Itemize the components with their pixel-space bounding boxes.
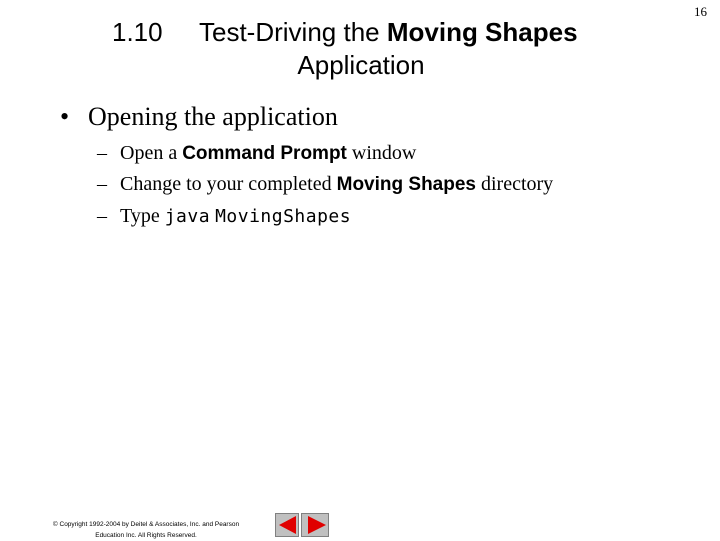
sub-text-before: Change to your completed: [120, 173, 337, 195]
slide-number: 16: [694, 4, 707, 19]
sub-text-before: Type: [120, 205, 165, 227]
bullet-marker: •: [60, 102, 70, 131]
code-java: java: [164, 206, 211, 227]
sub-text-after: window: [346, 142, 417, 164]
bullet-text: Opening the application: [88, 102, 338, 131]
sub-text-after: directory: [475, 173, 554, 195]
title-prefix: Test-Driving the: [199, 17, 387, 47]
next-slide-button[interactable]: [301, 513, 329, 537]
title-app-name: Moving Shapes: [386, 17, 578, 47]
dash-marker: –: [97, 205, 107, 227]
code-class-name: MovingShapes: [215, 206, 352, 227]
copyright-line-2: Education Inc. All Rights Reserved.: [95, 532, 197, 539]
sub-item-type-command: [97, 203, 351, 230]
sub-item-change-directory: [97, 171, 553, 198]
dash-marker: –: [97, 173, 107, 195]
previous-slide-button[interactable]: [275, 513, 299, 537]
title-line-2: Application: [297, 50, 425, 80]
section-number: 1.10: [112, 17, 163, 47]
main-bullet: [60, 100, 338, 134]
copyright-notice: [20, 519, 272, 541]
dash-marker: –: [97, 142, 107, 164]
sub-text-before: Open a: [120, 142, 183, 164]
sub-text-bold: Moving Shapes: [336, 174, 476, 195]
sub-text-bold: Command Prompt: [182, 143, 347, 164]
sub-item-command-prompt: [97, 140, 416, 167]
copyright-line-1: © Copyright 1992-2004 by Deitel & Associates, Inc. and Pearson: [52, 521, 240, 528]
title-line-1: [199, 16, 578, 49]
